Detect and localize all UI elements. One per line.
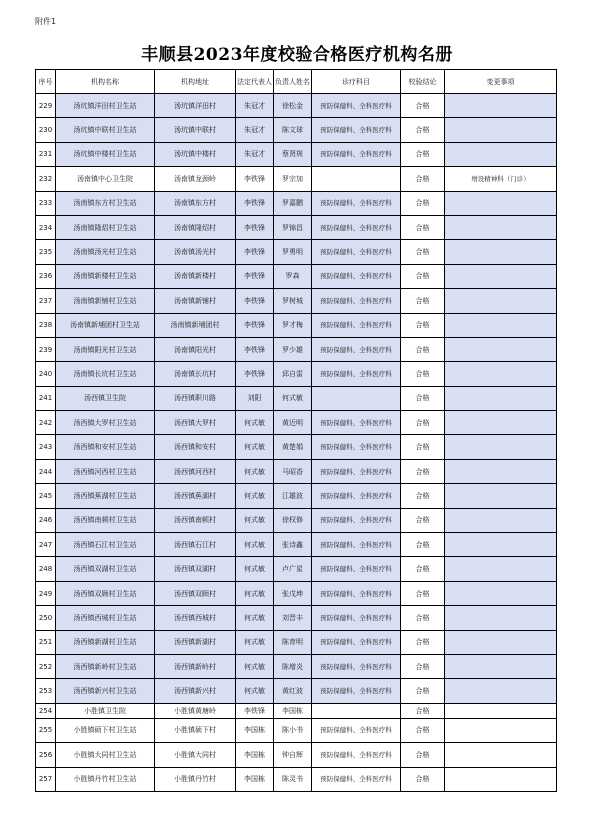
institution-address: 小胜镇硕下村 xyxy=(155,718,236,742)
institution-name: 汤西镇新岭村卫生站 xyxy=(56,654,155,678)
person-in-charge: 陈增炎 xyxy=(274,654,312,678)
change-items xyxy=(445,118,557,142)
change-items xyxy=(445,508,557,532)
legal-representative: 何式敏 xyxy=(236,679,274,703)
legal-representative: 李铁锋 xyxy=(236,362,274,386)
institution-name: 小胜镇卫生院 xyxy=(56,703,155,718)
institution-address: 汤西镇职川路 xyxy=(155,386,236,410)
row-number: 229 xyxy=(36,94,56,118)
change-items xyxy=(445,743,557,767)
change-items xyxy=(445,654,557,678)
inspection-result: 合格 xyxy=(401,767,445,791)
table-row xyxy=(36,557,557,581)
row-number: 231 xyxy=(36,142,56,166)
treatment-subjects: 预防保健科、全科医疗科 xyxy=(312,606,401,630)
change-items xyxy=(445,435,557,459)
table-row xyxy=(36,435,557,459)
institution-address: 汤坑镇中楼村 xyxy=(155,142,236,166)
legal-representative: 李铁锋 xyxy=(236,289,274,313)
legal-representative: 何式敏 xyxy=(236,484,274,508)
person-in-charge: 罗勇明 xyxy=(274,240,312,264)
institution-name: 汤南镇隆炤村卫生站 xyxy=(56,215,155,239)
institution-address: 汤西镇双顾村 xyxy=(155,581,236,605)
inspection-result: 合格 xyxy=(401,215,445,239)
row-number: 236 xyxy=(36,264,56,288)
row-number: 240 xyxy=(36,362,56,386)
table-row xyxy=(36,362,557,386)
row-number: 251 xyxy=(36,630,56,654)
institution-address: 汤西镇西城村 xyxy=(155,606,236,630)
institution-name: 汤西镇双湖村卫生站 xyxy=(56,557,155,581)
inspection-result: 合格 xyxy=(401,743,445,767)
person-in-charge: 徐松金 xyxy=(274,94,312,118)
institution-address: 汤西镇和安村 xyxy=(155,435,236,459)
institution-name: 汤南镇汤光村卫生站 xyxy=(56,240,155,264)
table-row xyxy=(36,679,557,703)
row-number: 254 xyxy=(36,703,56,718)
treatment-subjects: 预防保健科、全科医疗科 xyxy=(312,508,401,532)
table-row xyxy=(36,215,557,239)
row-number: 248 xyxy=(36,557,56,581)
inspection-result: 合格 xyxy=(401,289,445,313)
table-row xyxy=(36,191,557,215)
treatment-subjects: 预防保健科、全科医疗科 xyxy=(312,411,401,435)
inspection-result: 合格 xyxy=(401,240,445,264)
change-items xyxy=(445,337,557,361)
row-number: 239 xyxy=(36,337,56,361)
change-items xyxy=(445,240,557,264)
change-items xyxy=(445,313,557,337)
inspection-result: 合格 xyxy=(401,654,445,678)
column-header-legal-rep: 法定代表人 xyxy=(236,70,274,94)
row-number: 232 xyxy=(36,167,56,191)
treatment-subjects: 预防保健科、全科医疗科 xyxy=(312,435,401,459)
inspection-result: 合格 xyxy=(401,459,445,483)
institution-address: 汤西镇大罗村 xyxy=(155,411,236,435)
row-number: 246 xyxy=(36,508,56,532)
treatment-subjects xyxy=(312,703,401,718)
table-row xyxy=(36,533,557,557)
inspection-result: 合格 xyxy=(401,313,445,337)
treatment-subjects: 预防保健科、全科医疗科 xyxy=(312,215,401,239)
registry-table xyxy=(35,69,557,792)
institution-name: 汤西镇南顿村卫生站 xyxy=(56,508,155,532)
institution-address: 汤南镇阳光村 xyxy=(155,337,236,361)
table-row xyxy=(36,703,557,718)
institution-address: 汤西镇双湖村 xyxy=(155,557,236,581)
person-in-charge: 陈小书 xyxy=(274,718,312,742)
row-number: 252 xyxy=(36,654,56,678)
treatment-subjects xyxy=(312,167,401,191)
treatment-subjects: 预防保健科、全科医疗科 xyxy=(312,533,401,557)
row-number: 230 xyxy=(36,118,56,142)
institution-address: 小胜镇黄塘岭 xyxy=(155,703,236,718)
institution-name: 汤南镇新铺村卫生站 xyxy=(56,289,155,313)
legal-representative: 李铁锋 xyxy=(236,703,274,718)
person-in-charge: 罗森 xyxy=(274,264,312,288)
institution-name: 小胜镇丹竹村卫生站 xyxy=(56,767,155,791)
row-number: 235 xyxy=(36,240,56,264)
person-in-charge: 罗树城 xyxy=(274,289,312,313)
treatment-subjects: 预防保健科、全科医疗科 xyxy=(312,459,401,483)
person-in-charge: 陈灵书 xyxy=(274,767,312,791)
institution-name: 汤西镇蕉湖村卫生站 xyxy=(56,484,155,508)
row-number: 234 xyxy=(36,215,56,239)
institution-address: 汤南镇龙颈岭 xyxy=(155,167,236,191)
person-in-charge: 徐权修 xyxy=(274,508,312,532)
change-items xyxy=(445,679,557,703)
column-header-result: 校验结论 xyxy=(401,70,445,94)
change-items xyxy=(445,362,557,386)
column-header-subjects: 诊疗科目 xyxy=(312,70,401,94)
change-items xyxy=(445,630,557,654)
person-in-charge: 张诗鑫 xyxy=(274,533,312,557)
table-row xyxy=(36,337,557,361)
legal-representative: 何式敏 xyxy=(236,533,274,557)
row-number: 241 xyxy=(36,386,56,410)
institution-name: 汤南镇长坑村卫生站 xyxy=(56,362,155,386)
treatment-subjects: 预防保健科、全科医疗科 xyxy=(312,313,401,337)
institution-address: 汤南镇新楼村 xyxy=(155,264,236,288)
treatment-subjects: 预防保健科、全科医疗科 xyxy=(312,718,401,742)
table-row xyxy=(36,313,557,337)
inspection-result: 合格 xyxy=(401,362,445,386)
person-in-charge: 黄近明 xyxy=(274,411,312,435)
inspection-result: 合格 xyxy=(401,679,445,703)
inspection-result: 合格 xyxy=(401,118,445,142)
legal-representative: 何式敏 xyxy=(236,435,274,459)
table-row xyxy=(36,167,557,191)
institution-address: 汤南镇新铺村 xyxy=(155,289,236,313)
institution-name: 汤坑镇洋田村卫生站 xyxy=(56,94,155,118)
institution-name: 汤西镇新湖村卫生站 xyxy=(56,630,155,654)
institution-address: 汤坑镇中联村 xyxy=(155,118,236,142)
person-in-charge: 罗才梅 xyxy=(274,313,312,337)
table-row xyxy=(36,767,557,791)
inspection-result: 合格 xyxy=(401,167,445,191)
institution-name: 汤坑镇中联村卫生站 xyxy=(56,118,155,142)
change-items xyxy=(445,386,557,410)
legal-representative: 李铁锋 xyxy=(236,240,274,264)
institution-name: 汤西镇石江村卫生站 xyxy=(56,533,155,557)
table-row xyxy=(36,630,557,654)
institution-name: 汤南镇东方村卫生站 xyxy=(56,191,155,215)
row-number: 257 xyxy=(36,767,56,791)
column-header-address: 机构地址 xyxy=(155,70,236,94)
treatment-subjects: 预防保健科、全科医疗科 xyxy=(312,484,401,508)
institution-address: 小胜镇大同村 xyxy=(155,743,236,767)
change-items xyxy=(445,767,557,791)
institution-name: 汤西镇新兴村卫生站 xyxy=(56,679,155,703)
inspection-result: 合格 xyxy=(401,484,445,508)
column-header-person-in-charge: 负责人姓名 xyxy=(274,70,312,94)
treatment-subjects: 预防保健科、全科医疗科 xyxy=(312,362,401,386)
legal-representative: 李铁锋 xyxy=(236,264,274,288)
institution-name: 汤南镇阳光村卫生站 xyxy=(56,337,155,361)
change-items xyxy=(445,191,557,215)
institution-address: 汤西镇新湖村 xyxy=(155,630,236,654)
legal-representative: 朱冠才 xyxy=(236,142,274,166)
row-number: 245 xyxy=(36,484,56,508)
treatment-subjects: 预防保健科、全科医疗科 xyxy=(312,654,401,678)
page-title: 丰顺县2023年度校验合格医疗机构名册 xyxy=(141,45,453,65)
legal-representative: 李铁锋 xyxy=(236,191,274,215)
inspection-result: 合格 xyxy=(401,703,445,718)
institution-address: 汤南镇新埔团村 xyxy=(155,313,236,337)
person-in-charge: 邱自雷 xyxy=(274,362,312,386)
institution-address: 汤南镇汤光村 xyxy=(155,240,236,264)
treatment-subjects: 预防保健科、全科医疗科 xyxy=(312,142,401,166)
change-items xyxy=(445,142,557,166)
person-in-charge: 卢广星 xyxy=(274,557,312,581)
legal-representative: 李国栋 xyxy=(236,718,274,742)
person-in-charge: 江雄波 xyxy=(274,484,312,508)
inspection-result: 合格 xyxy=(401,264,445,288)
institution-address: 汤坑镇洋田村 xyxy=(155,94,236,118)
table-row xyxy=(36,743,557,767)
institution-address: 汤西镇新岭村 xyxy=(155,654,236,678)
inspection-result: 合格 xyxy=(401,337,445,361)
legal-representative: 何式敏 xyxy=(236,654,274,678)
row-number: 253 xyxy=(36,679,56,703)
institution-name: 汤西镇河西村卫生站 xyxy=(56,459,155,483)
change-items xyxy=(445,557,557,581)
change-items xyxy=(445,264,557,288)
person-in-charge: 罗嘉鹏 xyxy=(274,191,312,215)
institution-address: 汤西镇河西村 xyxy=(155,459,236,483)
legal-representative: 刘阳 xyxy=(236,386,274,410)
legal-representative: 何式敏 xyxy=(236,606,274,630)
table-row xyxy=(36,94,557,118)
person-in-charge: 张戊坤 xyxy=(274,581,312,605)
legal-representative: 朱冠才 xyxy=(236,94,274,118)
person-in-charge: 蔡贤规 xyxy=(274,142,312,166)
inspection-result: 合格 xyxy=(401,411,445,435)
table-row xyxy=(36,718,557,742)
person-in-charge: 罗宗加 xyxy=(274,167,312,191)
change-items xyxy=(445,484,557,508)
institution-address: 汤南镇隆炤村 xyxy=(155,215,236,239)
inspection-result: 合格 xyxy=(401,606,445,630)
legal-representative: 李铁锋 xyxy=(236,313,274,337)
treatment-subjects: 预防保健科、全科医疗科 xyxy=(312,767,401,791)
legal-representative: 何式敏 xyxy=(236,459,274,483)
legal-representative: 何式敏 xyxy=(236,411,274,435)
column-header-name: 机构名称 xyxy=(56,70,155,94)
institution-address: 汤南镇长坑村 xyxy=(155,362,236,386)
institution-name: 汤南镇中心卫生院 xyxy=(56,167,155,191)
inspection-result: 合格 xyxy=(401,435,445,459)
person-in-charge: 罗锦昌 xyxy=(274,215,312,239)
row-number: 247 xyxy=(36,533,56,557)
column-header-change: 变更事项 xyxy=(445,70,557,94)
table-row xyxy=(36,118,557,142)
change-items xyxy=(445,289,557,313)
treatment-subjects: 预防保健科、全科医疗科 xyxy=(312,743,401,767)
institution-name: 汤西镇卫生院 xyxy=(56,386,155,410)
change-items xyxy=(445,94,557,118)
row-number: 255 xyxy=(36,718,56,742)
table-row xyxy=(36,484,557,508)
inspection-result: 合格 xyxy=(401,191,445,215)
row-number: 244 xyxy=(36,459,56,483)
legal-representative: 李铁锋 xyxy=(236,167,274,191)
inspection-result: 合格 xyxy=(401,94,445,118)
treatment-subjects: 预防保健科、全科医疗科 xyxy=(312,581,401,605)
column-header-number: 序号 xyxy=(36,70,56,94)
person-in-charge: 黄红波 xyxy=(274,679,312,703)
row-number: 237 xyxy=(36,289,56,313)
institution-address: 汤西镇南顿村 xyxy=(155,508,236,532)
row-number: 233 xyxy=(36,191,56,215)
institution-name: 汤南镇新楼村卫生站 xyxy=(56,264,155,288)
change-items xyxy=(445,703,557,718)
treatment-subjects: 预防保健科、全科医疗科 xyxy=(312,191,401,215)
person-in-charge: 马昭香 xyxy=(274,459,312,483)
legal-representative: 朱冠才 xyxy=(236,118,274,142)
table-row xyxy=(36,508,557,532)
institution-name: 汤坑镇中楼村卫生站 xyxy=(56,142,155,166)
inspection-result: 合格 xyxy=(401,142,445,166)
change-items xyxy=(445,215,557,239)
inspection-result: 合格 xyxy=(401,533,445,557)
change-items xyxy=(445,581,557,605)
institution-address: 汤西镇蕉湖村 xyxy=(155,484,236,508)
row-number: 243 xyxy=(36,435,56,459)
table-row xyxy=(36,386,557,410)
row-number: 242 xyxy=(36,411,56,435)
treatment-subjects xyxy=(312,386,401,410)
treatment-subjects: 预防保健科、全科医疗科 xyxy=(312,557,401,581)
legal-representative: 何式敏 xyxy=(236,630,274,654)
treatment-subjects: 预防保健科、全科医疗科 xyxy=(312,630,401,654)
institution-address: 小胜镇丹竹村 xyxy=(155,767,236,791)
row-number: 238 xyxy=(36,313,56,337)
treatment-subjects: 预防保健科、全科医疗科 xyxy=(312,240,401,264)
legal-representative: 何式敏 xyxy=(236,581,274,605)
institution-name: 汤西镇双顾村卫生站 xyxy=(56,581,155,605)
legal-representative: 何式敏 xyxy=(236,508,274,532)
change-items xyxy=(445,411,557,435)
inspection-result: 合格 xyxy=(401,581,445,605)
legal-representative: 李国栋 xyxy=(236,743,274,767)
treatment-subjects: 预防保健科、全科医疗科 xyxy=(312,337,401,361)
institution-name: 汤南镇新埔团村卫生站 xyxy=(56,313,155,337)
inspection-result: 合格 xyxy=(401,557,445,581)
row-number: 249 xyxy=(36,581,56,605)
person-in-charge: 钟自辉 xyxy=(274,743,312,767)
table-row xyxy=(36,654,557,678)
person-in-charge: 陈育明 xyxy=(274,630,312,654)
change-items xyxy=(445,459,557,483)
row-number: 250 xyxy=(36,606,56,630)
change-items xyxy=(445,718,557,742)
table-row xyxy=(36,289,557,313)
change-items xyxy=(445,606,557,630)
inspection-result: 合格 xyxy=(401,630,445,654)
person-in-charge: 李国栋 xyxy=(274,703,312,718)
treatment-subjects: 预防保健科、全科医疗科 xyxy=(312,289,401,313)
change-items: 增设精神科（门诊） xyxy=(445,167,557,191)
table-header-row xyxy=(36,70,557,94)
institution-name: 小胜镇大同村卫生站 xyxy=(56,743,155,767)
institution-name: 汤西镇和安村卫生站 xyxy=(56,435,155,459)
institution-address: 汤西镇新兴村 xyxy=(155,679,236,703)
inspection-result: 合格 xyxy=(401,508,445,532)
table-row xyxy=(36,459,557,483)
row-number: 256 xyxy=(36,743,56,767)
inspection-result: 合格 xyxy=(401,718,445,742)
inspection-result: 合格 xyxy=(401,386,445,410)
table-row xyxy=(36,240,557,264)
legal-representative: 何式敏 xyxy=(236,557,274,581)
treatment-subjects: 预防保健科、全科医疗科 xyxy=(312,94,401,118)
institution-name: 小胜镇硕下村卫生站 xyxy=(56,718,155,742)
table-row xyxy=(36,581,557,605)
legal-representative: 李国栋 xyxy=(236,767,274,791)
person-in-charge: 黄楚娟 xyxy=(274,435,312,459)
institution-name: 汤西镇西城村卫生站 xyxy=(56,606,155,630)
attachment-label: 附件1 xyxy=(35,17,57,26)
table-row xyxy=(36,142,557,166)
treatment-subjects: 预防保健科、全科医疗科 xyxy=(312,264,401,288)
table-row xyxy=(36,264,557,288)
table-row xyxy=(36,411,557,435)
legal-representative: 李铁锋 xyxy=(236,215,274,239)
person-in-charge: 陈文球 xyxy=(274,118,312,142)
institution-address: 汤南镇东方村 xyxy=(155,191,236,215)
treatment-subjects: 预防保健科、全科医疗科 xyxy=(312,679,401,703)
institution-name: 汤西镇大罗村卫生站 xyxy=(56,411,155,435)
person-in-charge: 刘晋丰 xyxy=(274,606,312,630)
change-items xyxy=(445,533,557,557)
treatment-subjects: 预防保健科、全科医疗科 xyxy=(312,118,401,142)
person-in-charge: 何式敏 xyxy=(274,386,312,410)
person-in-charge: 罗少雄 xyxy=(274,337,312,361)
institution-address: 汤西镇石江村 xyxy=(155,533,236,557)
legal-representative: 李铁锋 xyxy=(236,337,274,361)
table-row xyxy=(36,606,557,630)
